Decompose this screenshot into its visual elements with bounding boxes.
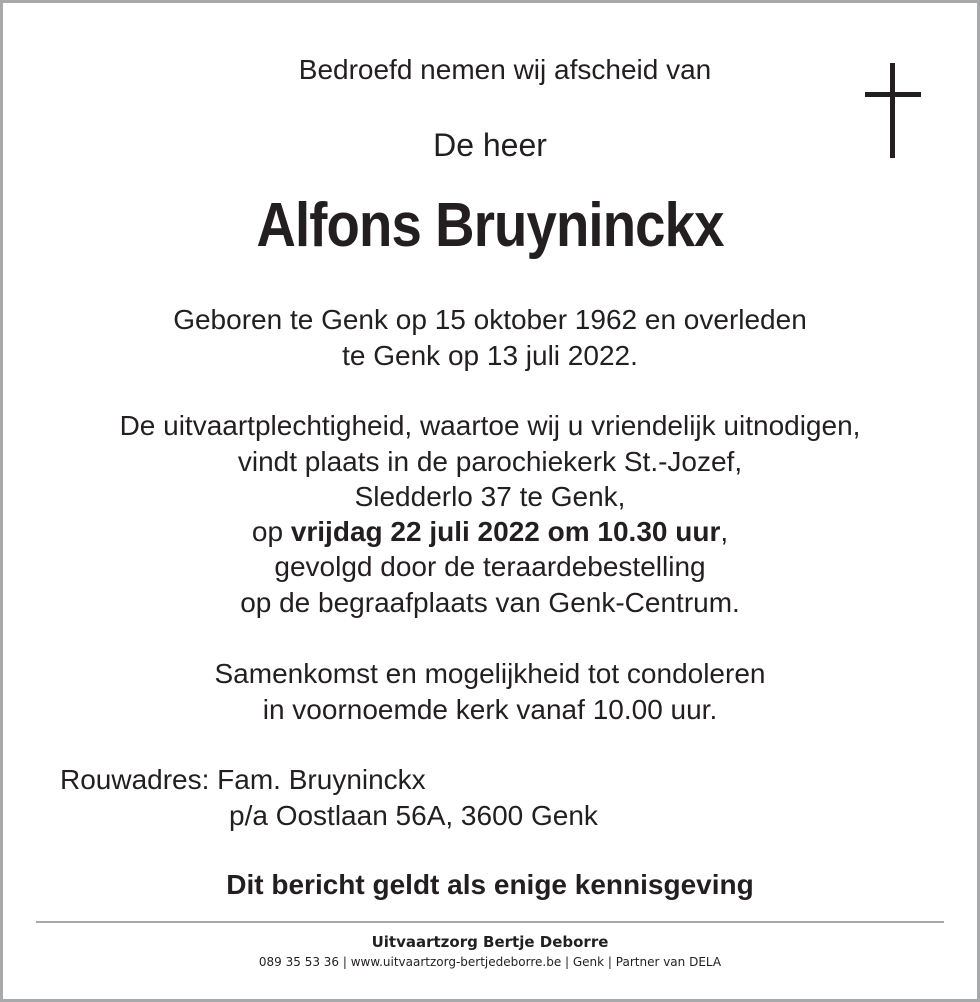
gathering-line-1: Samenkomst en mogelijkheid tot condoleren <box>214 658 766 689</box>
ceremony-date-suffix: , <box>720 516 729 547</box>
ceremony-line-5: gevolgd door de teraardebestelling <box>274 551 706 582</box>
mourning-address-line-2: p/a Oostlaan 56A, 3600 Genk <box>229 800 598 831</box>
honorific: De heer <box>433 127 547 163</box>
ceremony-line-3: Sledderlo 37 te Genk, <box>354 481 626 512</box>
mourning-address-line-1: Rouwadres: Fam. Bruyninckx <box>60 764 426 795</box>
gathering-line-2: in voornoemde kerk vanaf 10.00 uur. <box>262 694 718 725</box>
ceremony-line-6: op de begraafplaats van Genk-Centrum. <box>240 587 740 618</box>
birth-death-line-1: Geboren te Genk op 15 oktober 1962 en overleden <box>173 304 807 335</box>
ceremony-date: vrijdag 22 juli 2022 om 10.30 uur <box>290 516 721 547</box>
ceremony-date-prefix: op <box>251 516 291 547</box>
ceremony-line-4 <box>0 514 980 550</box>
notice-text: Dit bericht geldt als enige kennisgeving <box>226 869 754 900</box>
ceremony-line-2: vindt plaats in de parochiekerk St.-Jozef, <box>237 446 743 477</box>
undertaker-name: Uitvaartzorg Bertje Deborre <box>371 933 609 951</box>
intro-text: Bedroefd nemen wij afscheid van <box>298 54 712 85</box>
birth-death-line-2: te Genk op 13 juli 2022. <box>342 340 638 371</box>
ceremony-line-1: De uitvaartplechtigheid, waartoe wij u vriendelijk uitnodigen, <box>119 410 861 441</box>
undertaker-contact: 089 35 53 36 | www.uitvaartzorg-bertjedeborre.be | Genk | Partner van DELA <box>258 955 722 969</box>
divider <box>36 921 944 923</box>
deceased-name: Alfons Bruyninckx <box>256 191 724 260</box>
